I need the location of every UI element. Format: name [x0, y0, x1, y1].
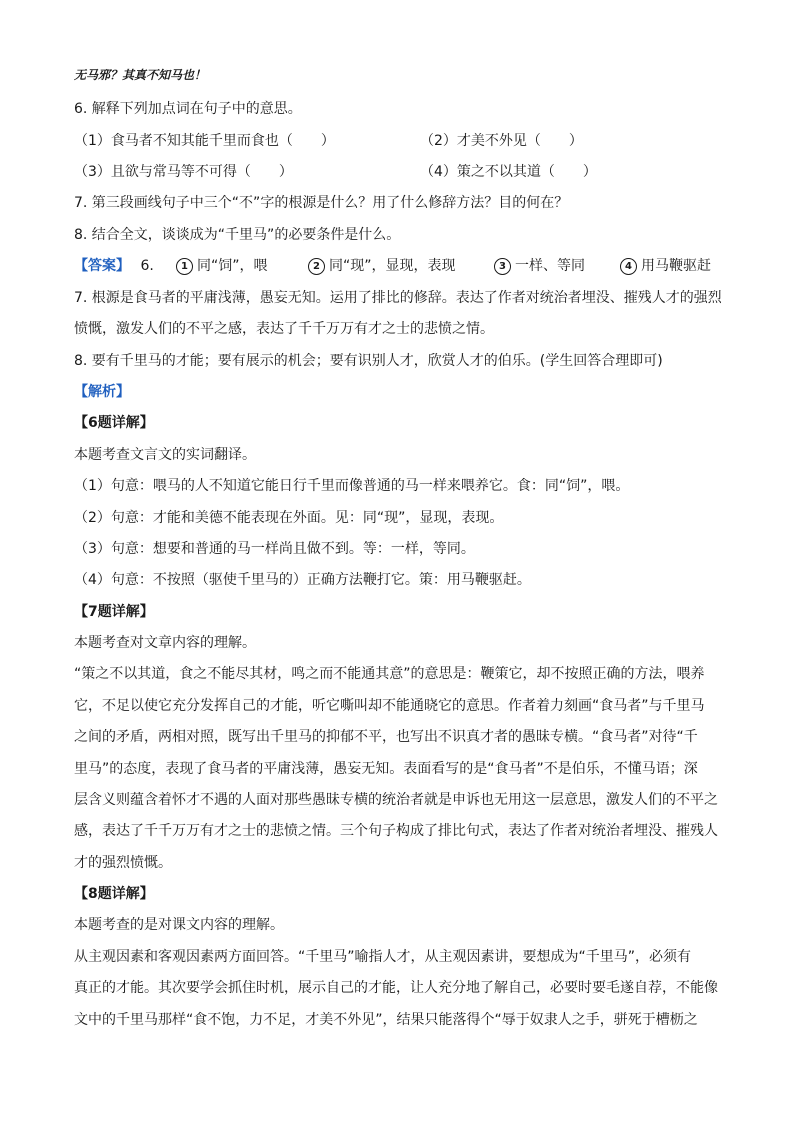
answer-6-number: 6. [140, 258, 154, 274]
section-8-line-3: 文中的千里马那样“食不饱，力不足，才美不外见”，结果只能落得个“辱于奴隶人之手，骈死于槽枥之 [74, 1012, 698, 1028]
answer-tag: 【答案】 [74, 258, 130, 274]
section-6-intro: 本题考查文言文的实词翻译。 [74, 447, 256, 463]
section-7-line-3: 之间的矛盾，两相对照，既写出千里马的抑郁不平，也写出不识真才者的愚昧专横。“食马者”对待“千 [74, 729, 698, 745]
section-6-item-4: （4）句意：不按照（驱使千里马的）正确方法鞭打它。策：用马鞭驱赶。 [74, 572, 531, 588]
answer-7-line-1: 7. 根源是食马者的平庸浅薄，愚妄无知。运用了排比的修辞。表达了作者对统治者埋没、摧残人才的强烈 [74, 290, 722, 306]
circle-number-3-icon: 3 [494, 258, 511, 275]
section-8-intro: 本题考查的是对课文内容的理解。 [74, 917, 284, 933]
circle-number-1-icon: 1 [176, 258, 193, 275]
section-6-item-1: （1）句意：喂马的人不知道它能日行千里而像普通的马一样来喂养它。食：同“饲”，喂。 [74, 478, 630, 494]
question-6-item-4: （4）策之不以其道（ ） [420, 164, 597, 180]
section-7-line-2: 它，不足以使它充分发挥自己的才能，听它嘶叫却不能通晓它的意思。作者着力刻画“食马者”与千里马 [74, 698, 705, 714]
answer-6-item-4: 4 用马鞭驱赶 [620, 257, 711, 275]
question-6: 6. 解释下列加点词在句子中的意思。 [74, 101, 302, 117]
section-7-line-6: 感，表达了千千万万有才之士的悲愤之情。三个句子构成了排比句式，表达了作者对统治者埋没、摧残人 [74, 823, 718, 839]
question-6-item-2: （2）才美不外见（ ） [420, 133, 583, 149]
section-7-line-5: 层含义则蕴含着怀才不遇的人面对那些愚昧专横的统治者就是申诉也无用这一层意思，激发人们的不平之 [74, 792, 718, 808]
question-6-item-1: （1）食马者不知其能千里而食也（ ） [74, 133, 335, 149]
section-6-title: 【6题详解】 [74, 415, 154, 431]
answer-7-line-2: 愤慨，激发人们的不平之感，表达了千千万万有才之士的悲愤之情。 [74, 321, 494, 337]
section-8-line-1: 从主观因素和客观因素两方面回答。“千里马”喻指人才，从主观因素讲，要想成为“千里马”，必须有 [74, 949, 692, 965]
answer-6-item-3: 3 一样、等同 [494, 257, 585, 275]
question-6-item-3: （3）且欲与常马等不可得（ ） [74, 164, 293, 180]
question-8: 8. 结合全文，谈谈成为“千里马”的必要条件是什么。 [74, 227, 401, 243]
section-8-line-2: 真正的才能。其次要学会抓住时机，展示自己的才能，让人充分地了解自己，必要时要毛遂自荐，不能像 [74, 980, 718, 996]
analysis-tag: 【解析】 [74, 384, 130, 400]
passage-ending-line: 无马邪？其真不知马也！ [74, 68, 207, 82]
circle-number-4-icon: 4 [620, 258, 637, 275]
section-7-line-4: 里马”的态度，表现了食马者的平庸浅薄，愚妄无知。表面看写的是“食马者”不是伯乐，不懂马语；深 [74, 761, 698, 777]
section-7-intro: 本题考查对文章内容的理解。 [74, 635, 256, 651]
circle-number-2-icon: 2 [308, 258, 325, 275]
section-7-title: 【7题详解】 [74, 604, 154, 620]
answer-6-item-1: 1 同“饲”，喂 [176, 257, 268, 275]
section-6-item-3: （3）句意：想要和普通的马一样尚且做不到。等：一样，等同。 [74, 541, 475, 557]
question-7: 7. 第三段画线句子中三个“不”字的根源是什么？用了什么修辞方法？目的何在？ [74, 195, 569, 211]
answer-6-item-2: 2 同“现”，显现，表现 [308, 257, 456, 275]
section-7-line-7: 才的强烈愤慨。 [74, 855, 172, 871]
section-6-item-2: （2）句意：才能和美德不能表现在外面。见：同“现”，显现，表现。 [74, 510, 504, 526]
answer-6-row [74, 257, 734, 275]
section-7-line-1: “策之不以其道，食之不能尽其材，鸣之而不能通其意”的意思是：鞭策它，却不按照正确的方法，喂养 [74, 666, 705, 682]
section-8-title: 【8题详解】 [74, 886, 154, 902]
answer-8: 8. 要有千里马的才能；要有展示的机会；要有识别人才，欣赏人才的伯乐。(学生回答合理即可) [74, 353, 663, 369]
